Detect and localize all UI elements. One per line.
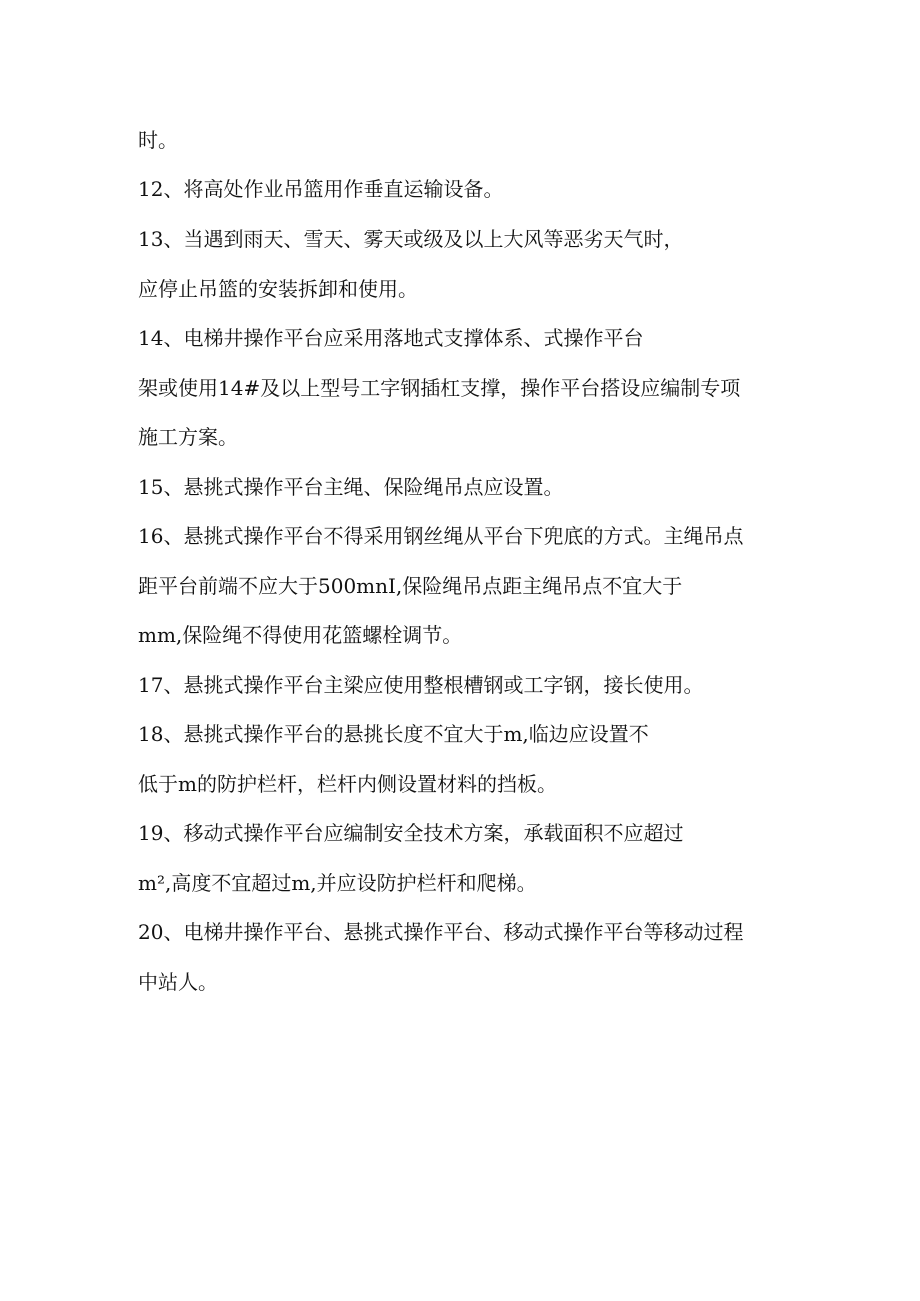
text-line-15: 19、移动式操作平台应编制安全技术方案，承载面积不应超过 bbox=[138, 821, 684, 845]
text-line-1: 时。 bbox=[138, 128, 178, 152]
text-line-8: 15、悬挑式操作平台主绳、保险绳吊点应设置。 bbox=[138, 475, 564, 499]
text-line-7: 施工方案。 bbox=[138, 425, 238, 449]
text-line-17: 20、电梯井操作平台、悬挑式操作平台、移动式操作平台等移动过程 bbox=[138, 920, 744, 944]
text-line-2: 12、将高处作业吊篮用作垂直运输设备。 bbox=[138, 177, 504, 201]
text-line-4: 应停止吊篮的安装拆卸和使用。 bbox=[138, 277, 418, 301]
text-line-10: 距平台前端不应大于500mnI,保险绳吊点距主绳吊点不宜大于 bbox=[138, 574, 683, 598]
text-line-14: 低于m的防护栏杆，栏杆内侧设置材料的挡板。 bbox=[138, 772, 557, 796]
text-line-13: 18、悬挑式操作平台的悬挑长度不宜大于m,临边应设置不 bbox=[138, 722, 649, 746]
text-line-6: 架或使用14#及以上型号工字钢插杠支撑，操作平台搭设应编制专项 bbox=[138, 376, 741, 400]
text-line-11: mm,保险绳不得使用花篮螺栓调节。 bbox=[138, 623, 463, 647]
text-line-3: 13、当遇到雨天、雪天、雾天或级及以上大风等恶劣天气时， bbox=[138, 227, 684, 251]
text-line-9: 16、悬挑式操作平台不得采用钢丝绳从平台下兜底的方式。主绳吊点 bbox=[138, 524, 744, 548]
text-line-5: 14、电梯井操作平台应采用落地式支撑体系、式操作平台 bbox=[138, 326, 644, 350]
text-line-18: 中站人。 bbox=[138, 970, 218, 994]
text-line-16: m²,高度不宜超过m,并应设防护栏杆和爬梯。 bbox=[138, 871, 537, 895]
text-line-12: 17、悬挑式操作平台主梁应使用整根槽钢或工字钢，接长使用。 bbox=[138, 673, 704, 697]
